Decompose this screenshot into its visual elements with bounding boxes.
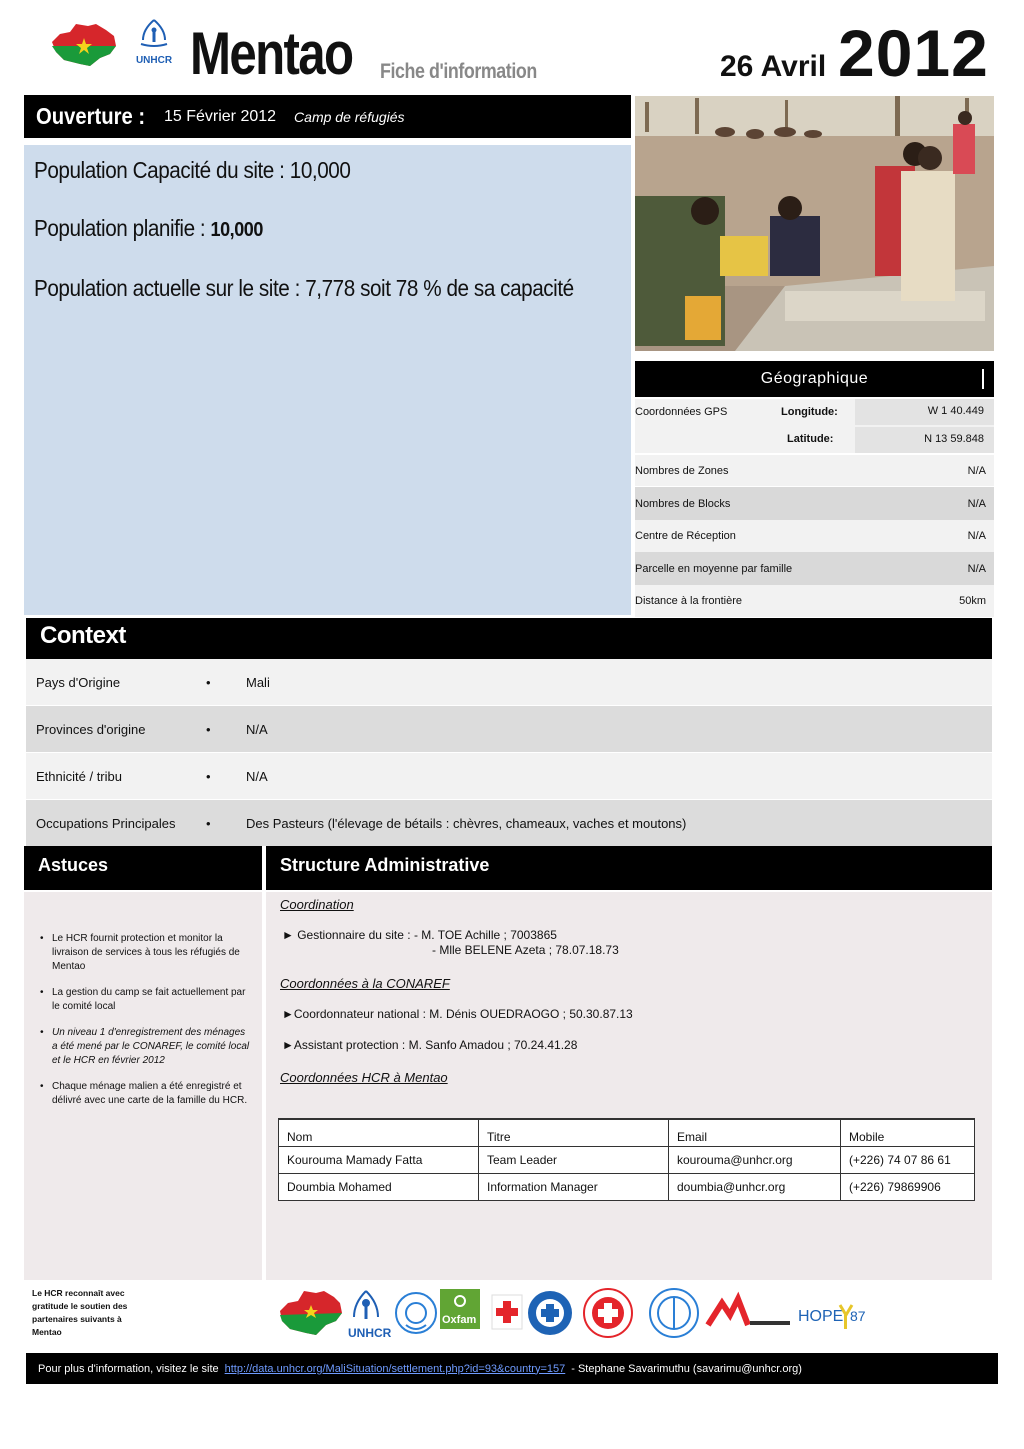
partner-logos	[278, 1285, 878, 1345]
table-header-row	[279, 1119, 975, 1146]
red-cross-crescent-logo	[584, 1289, 632, 1337]
page-subtitle: Fiche d'information	[380, 60, 537, 83]
context-row: Occupations Principales • Des Pasteurs (l'élevage de bétails : chèvres, chameaux, vaches et moutons)	[26, 800, 992, 846]
context-row: Provinces d'origine • N/A	[26, 706, 992, 752]
context-row: Ethnicité / tribu • N/A	[26, 753, 992, 799]
burkina-faso-logo	[50, 22, 118, 70]
conaref-coordinator: ►Coordonnateur national : M. Dénis OUEDRAOGO ; 50.30.87.13	[282, 1007, 633, 1021]
footer-bar	[26, 1353, 998, 1384]
conaref-assistant: ►Assistant protection : M. Sanfo Amadou ; 70.24.41.28	[282, 1038, 578, 1052]
hope-87-logo	[798, 1305, 866, 1329]
longitude-value: W 1 40.449	[855, 399, 994, 425]
un-agency-logo	[528, 1291, 572, 1335]
opening-label: Ouverture :	[36, 103, 146, 129]
tip-item: • Un niveau 1 d'enregistrement des ménages a été mené par le CONAREF, le comité local et le HCR en février 2012	[40, 1026, 252, 1068]
gps-label: Coordonnées GPS	[635, 406, 728, 418]
contacts-table	[278, 1118, 975, 1201]
table-cell: (+226) 79869906	[841, 1173, 975, 1200]
context-row: Pays d'Origine • Mali	[26, 659, 992, 705]
email-link[interactable]: doumbia@unhcr.org	[669, 1173, 841, 1200]
tips-box	[24, 892, 262, 1280]
table-cell: (+226) 74 07 86 61	[841, 1146, 975, 1173]
tips-header: Astuces	[24, 846, 262, 890]
svg-text:UNHCR: UNHCR	[348, 1326, 392, 1340]
population-box	[24, 145, 631, 615]
wfp-logo	[396, 1293, 436, 1333]
partners-thanks: Le HCR reconnaît avec gratitude le soutien des partenaires suivants à Mentao	[32, 1288, 128, 1337]
unhcr-logo-text: UNHCR	[135, 55, 173, 66]
geo-row: Distance à la frontière 50km	[635, 585, 994, 617]
geo-row: Parcelle en moyenne par famille N/A	[635, 552, 994, 585]
burkina-faso-map-logo	[280, 1291, 342, 1335]
red-cross-logo	[492, 1295, 522, 1329]
oxfam-logo	[440, 1289, 480, 1329]
hope-text: HOPE	[798, 1308, 844, 1325]
camp-type: Camp de réfugiés	[294, 108, 405, 125]
table-cell: Doumbia Mohamed	[279, 1173, 479, 1200]
unhcr-logo	[348, 1291, 392, 1340]
tip-item: • La gestion du camp se fait actuellement par le comité local	[40, 986, 252, 1014]
latitude-value: N 13 59.848	[855, 427, 994, 453]
site-manager-line: ► Gestionnaire du site : - M. TOE Achille ; 7003865	[282, 928, 557, 942]
table-header: Mobile	[841, 1119, 975, 1146]
structure-header: Structure Administrative	[266, 846, 992, 890]
table-header: Nom	[279, 1119, 479, 1146]
unhcr-emblem-icon	[137, 18, 171, 48]
fao-logo	[650, 1289, 698, 1337]
tips-list	[40, 932, 252, 1108]
email-link[interactable]: kourouma@unhcr.org	[669, 1146, 841, 1173]
geo-row: Nombres de Zones N/A	[635, 455, 994, 486]
msf-logo	[708, 1299, 790, 1325]
footer-contact: - Stephane Savarimuthu (savarimu@unhcr.org)	[571, 1362, 802, 1375]
hope-number: 87	[850, 1308, 866, 1324]
geo-header: Géographique	[635, 361, 994, 397]
opening-bar	[24, 95, 631, 138]
table-header: Email	[669, 1119, 841, 1146]
site-manager-line-2: - Mlle BELENE Azeta ; 78.07.18.73	[432, 943, 619, 957]
date-day: 26 Avril	[720, 50, 827, 83]
gps-row	[635, 399, 994, 453]
camp-photo	[635, 96, 994, 351]
table-header: Titre	[479, 1119, 669, 1146]
latitude-label: Latitude:	[787, 433, 834, 445]
table-cell: Information Manager	[479, 1173, 669, 1200]
table-row	[279, 1173, 975, 1200]
oxfam-text: Oxfam	[442, 1314, 477, 1326]
date-year: 2012	[838, 16, 989, 90]
coordination-title: Coordination	[280, 897, 354, 912]
footer-info-text: Pour plus d'information, visitez le site	[38, 1362, 219, 1375]
population-capacity: Population Capacité du site : 10,000	[34, 157, 351, 183]
table-cell: Team Leader	[479, 1146, 669, 1173]
table-cell: Kourouma Mamady Fatta	[279, 1146, 479, 1173]
geo-row: Centre de Réception N/A	[635, 520, 994, 552]
opening-date: 15 Février 2012	[163, 107, 277, 125]
footer-link[interactable]: http://data.unhcr.org/MaliSituation/settlement.php?id=93&country=157	[224, 1362, 566, 1375]
longitude-label: Longitude:	[781, 406, 838, 418]
geo-row: Nombres de Blocks N/A	[635, 487, 994, 520]
unhcr-logo	[130, 18, 178, 74]
structure-box	[266, 892, 992, 1280]
hcr-contacts-title: Coordonnées HCR à Mentao	[280, 1070, 448, 1085]
context-header: Context	[26, 618, 992, 659]
conaref-title: Coordonnées à la CONAREF	[280, 976, 450, 991]
tip-item: • Chaque ménage malien a été enregistré et délivré avec une carte de la famille du HCR.	[40, 1080, 252, 1108]
population-planned: Population planifie : 10,000	[34, 215, 263, 241]
page-title: Mentao	[190, 20, 353, 87]
population-current: Population actuelle sur le site : 7,778 soit 78 % de sa capacité	[34, 275, 574, 301]
table-row	[279, 1146, 975, 1173]
tip-item: • Le HCR fournit protection et monitor la livraison de services à tous les réfugiés de Mentao	[40, 932, 252, 974]
